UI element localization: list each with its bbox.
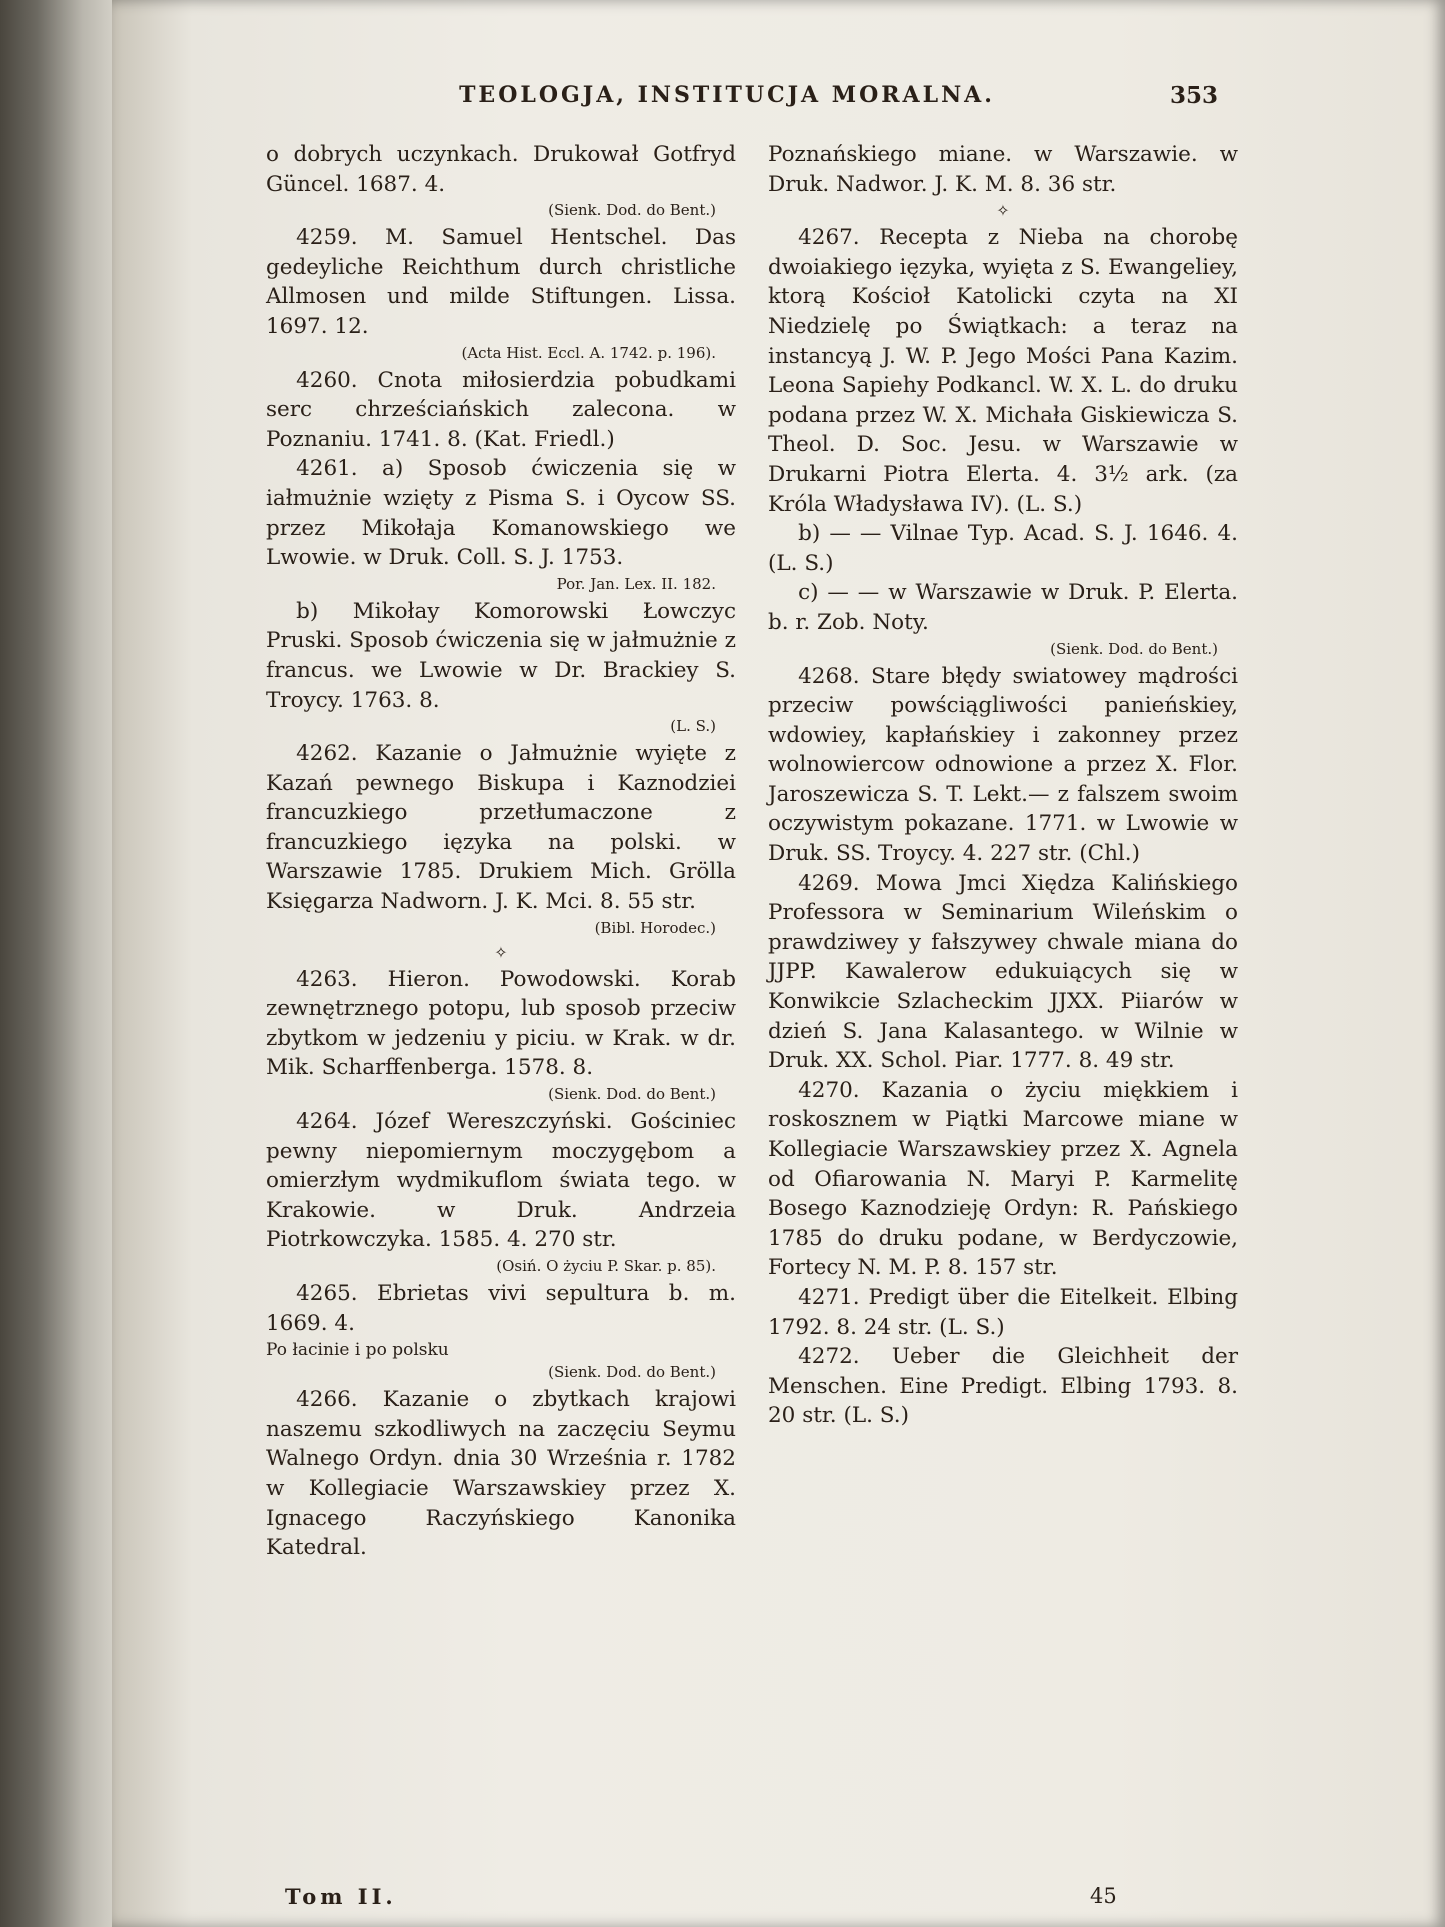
entry-4270: 4270. Kazania o życiu miękkiem i roskosznem w Piątki Marcowe miane w Kollegiacie Warszawskiey przez X. Agnela od Ofiarowania N. Maryi P. Karmelitę Bosego Kaznodzieję Ordyn: R. Pańskiego 1785 do druku podane, w Berdyczowie, Fortecy N. M. P. 8. 157 str. <box>768 1077 1238 1281</box>
entry-continuation: Poznańskiego miane. w Warszawie. w Druk. Nadwor. J. K. M. 8. 36 str. <box>768 142 1238 197</box>
volume-footer: Tom II. <box>285 1884 397 1909</box>
entry-4259: 4259. M. Samuel Hentschel. Das gedeyliche Reichthum durch christliche Allmosen und milde Stiftungen. Lissa. 1697. 12. <box>266 225 736 339</box>
entry-4269: 4269. Mowa Jmci Xiędza Kalińskiego Professora w Seminarium Wileńskim o prawdziwey y fałszywey chwale miana do JJPP. Kawalerow edukuiących się w Konwikcie Szlacheckim JJXX. Piiarów w dzień S. Jana Kalasantego. w Wilnie w Druk. XX. Schol. Piar. 1777. 8. 49 str. <box>768 870 1238 1074</box>
entry-continuation: o dobrych uczynkach. Drukował Gotfryd Güncel. 1687. 4. <box>266 142 736 197</box>
entry-4267: 4267. Recepta z Nieba na chorobę dwoiakiego ięzyka, wyięta z S. Ewangeliey, ktorą Kościoł Katolicki czyta na XI Niedzielę po Świątkach: a teraz na instancyą J. W. P. Jego Mości Pana Kazim. Leona Sapiehy Podkancl. W. X. L. do druku podana przez W. X. Michała Giskiewicza S. Theol. D. Soc. Jesu. w Warszawie w Drukarni Piotra Elerta. 4. 3½ ark. (za Króla Władysława IV). (L. S.) <box>768 225 1238 517</box>
source-citation: (Bibl. Horodec.) <box>594 918 716 937</box>
source-citation: (Sienk. Dod. do Bent.) <box>1050 639 1218 658</box>
source-citation: (Acta Hist. Eccl. A. 1742. p. 196). <box>461 343 716 362</box>
entry-4266: 4266. Kazanie o zbytkach krajowi naszemu szkodliwych na zaczęciu Seymu Walnego Ordyn. dnia 30 Września r. 1782 w Kollegiacie Warszawskiey przez X. Ignacego Raczyńskiego Kanonika Katedral. <box>266 1387 736 1561</box>
section-divider-ornament: ✧ <box>494 942 508 962</box>
entry-4261b: b) Mikołay Komorowski Łowczyc Pruski. Sposob ćwiczenia się w jałmużnie z francus. we Lwowie w Dr. Brackiey S. Troycy. 1763. 8. <box>266 598 736 713</box>
source-citation: (Osiń. O życiu P. Skar. p. 85). <box>496 1257 716 1275</box>
source-citation: (L. S.) <box>670 717 716 736</box>
source-citation: Por. Jan. Lex. II. 182. <box>556 574 716 593</box>
entry-note: Po łacinie i po polsku <box>266 1340 449 1361</box>
entry-4264: 4264. Józef Wereszczyński. Gościniec pewny niepomiernym moczygębom a omierzłym wydmikuflom świata tego. w Krakowie. w Druk. Andrzeia Piotrkowczyka. 1585. 4. 270 str. <box>266 1109 736 1253</box>
entry-4263: 4263. Hieron. Powodowski. Korab zewnętrznego potopu, lub sposob przeciw zbytkom w jedzeniu y piciu. w Krak. w dr. Mik. Scharffenberga. 1578. 8. <box>266 966 736 1081</box>
signature-mark: 45 <box>1090 1884 1117 1908</box>
section-divider-ornament: ✧ <box>996 201 1010 221</box>
entry-4261a: 4261. a) Sposob ćwiczenia się w iałmużnie wzięty z Pisma S. i Oycow SS. przez Mikołaja Komanowskiego we Lwowie. w Druk. Coll. S. J. 1753. <box>266 456 736 571</box>
running-head: TEOLOGJA, INSTITUCJA MORALNA. <box>459 82 995 108</box>
entry-4267c: c) — — w Warszawie w Druk. P. Elerta. b. r. Zob. Noty. <box>768 580 1238 635</box>
entry-4271: 4271. Predigt über die Eitelkeit. Elbing 1792. 8. 24 str. (L. S.) <box>768 1284 1238 1340</box>
source-citation: (Sienk. Dod. do Bent.) <box>548 1363 716 1382</box>
entry-4267b: b) — — Vilnae Typ. Acad. S. J. 1646. 4. (L. S.) <box>768 521 1238 576</box>
entry-4268: 4268. Stare błędy swiatowey mądrości przeciw powściągliwości panieńskiey, wdowiey, kapłańskiey i zakonney przez wolnowiercow odnowione a przez X. Flor. Jaroszewicza S. T. Lekt.— z falszem swoim oczywistym pokazane. 1771. w Lwowie w Druk. SS. Troycy. 4. 227 str. (Chl.) <box>768 663 1238 867</box>
entry-4262: 4262. Kazanie o Jałmużnie wyięte z Kazań pewnego Biskupa i Kaznodziei francuzkiego przetłumaczone z francuzkiego ięzyka na polski. w Warszawie 1785. Drukiem Mich. Grölla Księgarza Nadworn. J. K. Mci. 8. 55 str. <box>266 741 736 915</box>
source-citation: (Sienk. Dod. do Bent.) <box>548 1085 716 1104</box>
entry-4260: 4260. Cnota miłosierdzia pobudkami serc chrześciańskich zalecona. w Poznaniu. 1741. 8. (Kat. Friedl.) <box>266 367 736 452</box>
left-column <box>266 140 736 1563</box>
entry-4272: 4272. Ueber die Gleichheit der Menschen. Eine Predigt. Elbing 1793. 8. 20 str. (L. S.) <box>768 1344 1238 1429</box>
source-citation: (Sienk. Dod. do Bent.) <box>548 201 716 220</box>
page-number: 353 <box>1170 82 1219 109</box>
right-column <box>768 140 1238 1431</box>
entry-4265: 4265. Ebrietas vivi sepultura b. m. 1669. 4. <box>266 1281 736 1336</box>
